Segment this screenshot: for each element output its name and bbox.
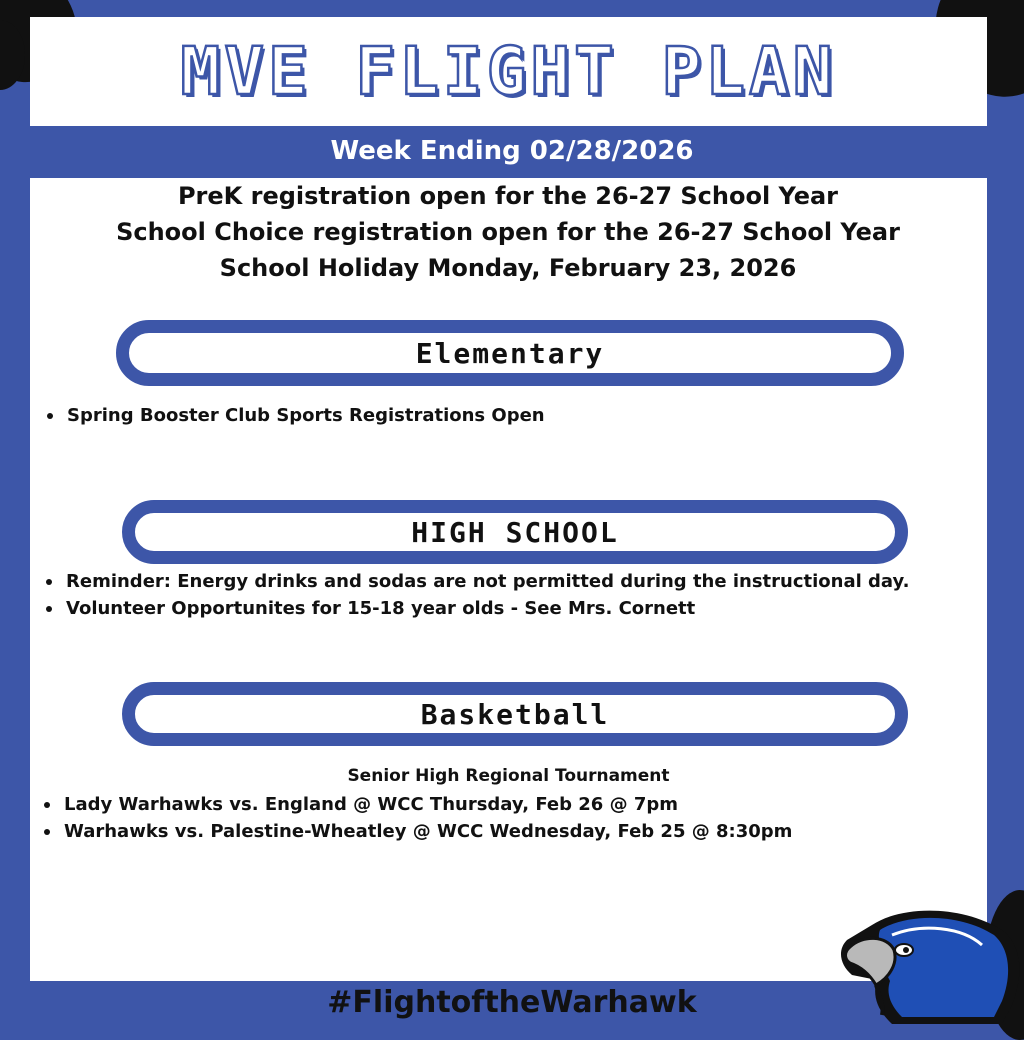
high-school-list xyxy=(44,568,909,622)
list-item: Volunteer Opportunites for 15-18 year olds - See Mrs. Cornett xyxy=(44,595,909,622)
section-header-basketball xyxy=(122,682,908,746)
list-item: Reminder: Energy drinks and sodas are not permitted during the instructional day. xyxy=(44,568,909,595)
section-header-elementary xyxy=(116,320,904,386)
announcement-holiday: School Holiday Monday, February 23, 2026 xyxy=(219,254,797,282)
section-title-elementary: Elementary xyxy=(415,336,605,370)
basketball-subheading: Senior High Regional Tournament xyxy=(347,766,670,786)
section-title-high-school: HIGH SCHOOL xyxy=(411,515,619,549)
elementary-list xyxy=(45,402,545,429)
announcement-prek: PreK registration open for the 26-27 School Year xyxy=(177,182,839,210)
section-header-high-school xyxy=(122,500,908,564)
list-item: Warhawks vs. Palestine-Wheatley @ WCC Wednesday, Feb 25 @ 8:30pm xyxy=(42,818,792,845)
basketball-list xyxy=(42,791,792,845)
section-title-basketball: Basketball xyxy=(420,697,610,731)
list-item: Spring Booster Club Sports Registrations Open xyxy=(45,402,545,429)
warhawk-mascot-icon xyxy=(832,905,1024,1024)
announcements xyxy=(0,178,1016,286)
title-banner xyxy=(30,17,987,126)
footer-hashtag: #FlightoftheWarhawk xyxy=(327,985,697,1020)
week-ending-label: Week Ending 02/28/2026 xyxy=(330,136,694,166)
announcement-school-choice: School Choice registration open for the 26-27 School Year xyxy=(116,218,900,246)
page-title: MVE FLIGHT PLAN xyxy=(180,33,837,110)
list-item: Lady Warhawks vs. England @ WCC Thursday, Feb 26 @ 7pm xyxy=(42,791,792,818)
